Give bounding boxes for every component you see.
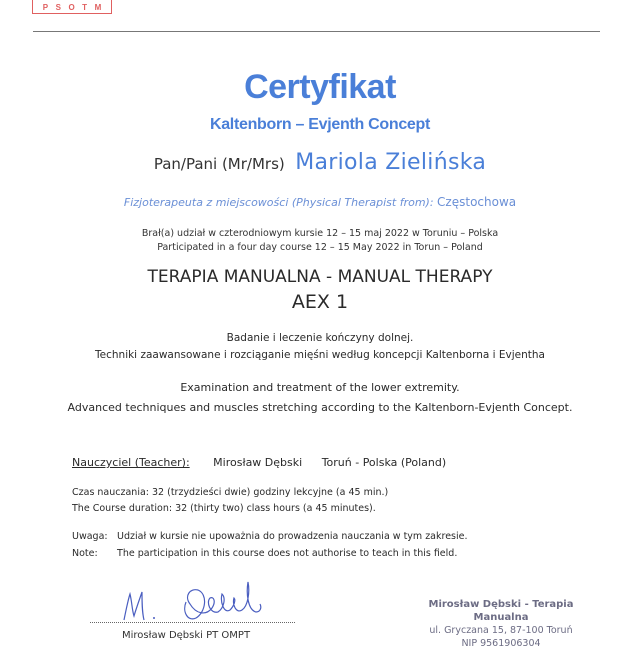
duration-en: The Course duration: 32 (thirty two) class hours (a 45 minutes). [72,503,376,514]
course-duration [72,485,388,517]
note-en-label: Note: [72,548,98,559]
course-title: TERAPIA MANUALNA - MANUAL THERAPY [147,267,493,287]
course-description-en [0,378,640,418]
logo-letter: O [68,3,75,12]
note-en [72,545,468,562]
logo-letter: P [42,3,49,12]
signature-block [90,580,310,640]
signature-line [90,622,295,623]
psotm-logo [32,0,112,14]
signature-caption: Mirosław Dębski PT OMPT [122,630,251,641]
duration-pl: Czas nauczania: 32 (trzydzieści dwie) godziny lekcyjne (a 45 min.) [72,487,389,498]
course-description-pl [0,330,640,364]
logo-letter: M [94,3,102,12]
origin-city: Częstochowa [437,195,517,209]
description-pl-line: Techniki zaawansowane i rozciąganie mięśni według koncepcji Kaltenborna i Evjentha [95,349,545,361]
description-en-line: Examination and treatment of the lower extremity. [180,381,460,394]
handwritten-signature-icon [110,580,300,626]
recipient-name: Mariola Zielińska [295,150,487,175]
logo-letter: T [82,3,88,12]
origin-label: Fizjoterapeuta z miejscowości (Physical Therapist from): [123,196,434,209]
teacher-place: Toruń - Polska (Poland) [321,456,447,469]
course-code: AEX 1 [291,291,349,313]
stamp-title: Mirosław Dębski - Terapia Manualna [428,599,574,623]
logo-letter: S [55,3,61,12]
recipient-line [0,150,640,175]
stamp-address: ul. Gryczana 15, 87-100 Toruń [429,625,573,636]
note-pl-label: Uwaga: [72,531,108,542]
description-pl-line: Badanie i leczenie kończyny dolnej. [226,332,414,344]
participation-statement [0,227,640,255]
recipient-origin [0,195,640,209]
teacher-line [72,456,446,469]
company-stamp [406,598,596,650]
certificate-title: Certyfikat [244,68,396,106]
certificate-subtitle: Kaltenborn – Evjenth Concept [209,116,431,133]
logo-letters [33,3,111,12]
header-divider [33,31,600,32]
note-pl [72,528,468,545]
course-notes [72,528,468,562]
teacher-label: Nauczyciel (Teacher): [72,456,190,469]
teacher-name: Mirosław Dębski [213,456,303,469]
description-en-line: Advanced techniques and muscles stretching according to the Kaltenborn-Evjenth Concept. [67,401,573,414]
note-pl-text: Udział w kursie nie upoważnia do prowadzenia nauczania w tym zakresie. [117,531,468,542]
recipient-prefix: Pan/Pani (Mr/Mrs) [153,155,285,173]
stamp-nip: NIP 9561906304 [461,638,541,649]
note-en-text: The participation in this course does not authorise to teach in this field. [117,548,458,559]
participation-en: Participated in a four day course 12 – 15 May 2022 in Torun – Poland [157,242,483,253]
course-heading [0,265,640,315]
participation-pl: Brał(a) udział w czterodniowym kursie 12 – 15 maj 2022 w Toruniu – Polska [141,228,499,239]
